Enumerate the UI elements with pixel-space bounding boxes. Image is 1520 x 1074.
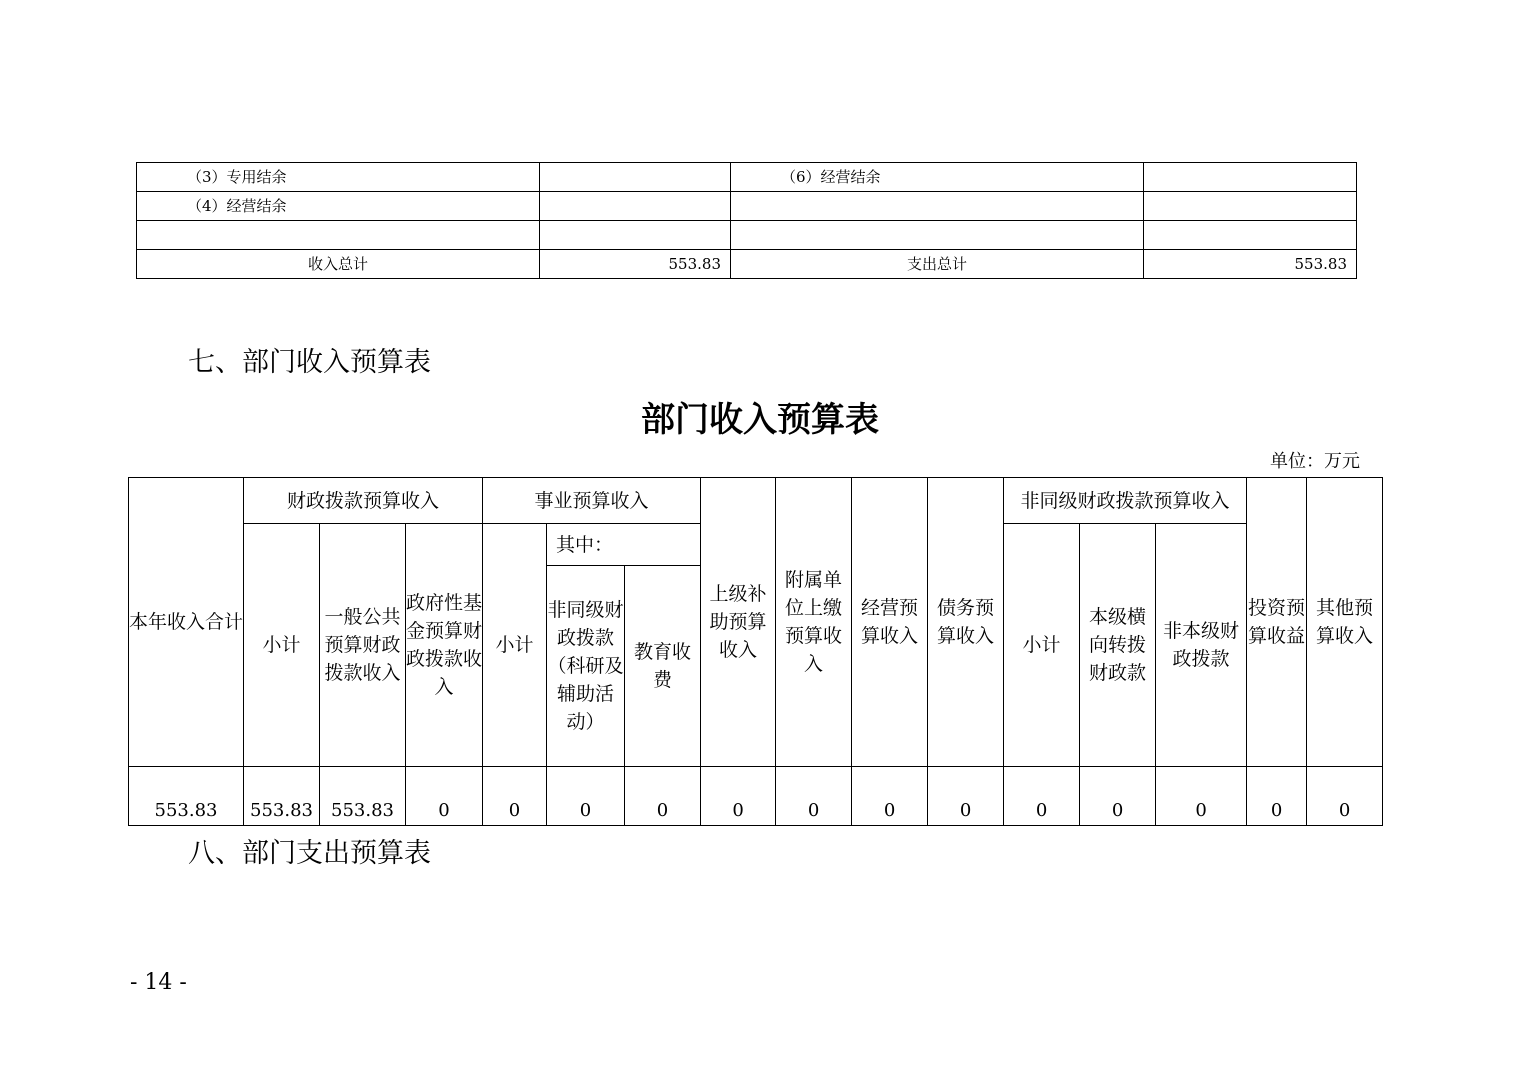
- table-row: [137, 221, 1357, 250]
- header-same-level-transfer: 本级横向转拨财政款: [1080, 524, 1156, 767]
- unit-label: 单位：万元: [1270, 451, 1360, 472]
- header-education-fee: 教育收费: [625, 566, 701, 767]
- header-operating: 经营预算收入: [852, 478, 928, 767]
- income-total-label: 收入总计: [137, 250, 540, 279]
- header-investment: 投资预算收益: [1247, 478, 1307, 767]
- totals-row: [137, 250, 1357, 279]
- value-cell: 553.83: [320, 767, 406, 826]
- table-row: [137, 163, 1357, 192]
- right-label-cell: （6）经营结余: [731, 163, 1144, 192]
- value-cell: 0: [1247, 767, 1307, 826]
- header-undertaking-subtotal: 小计: [483, 524, 547, 767]
- header-row: [129, 478, 1383, 524]
- header-non-same-level-research: 非同级财政拨款（科研及辅助活动）: [547, 566, 625, 767]
- header-non-same-subtotal: 小计: [1004, 524, 1080, 767]
- right-value-cell: [1144, 192, 1357, 221]
- table-row: [137, 192, 1357, 221]
- table-title: 部门收入预算表: [641, 400, 879, 440]
- expense-total-value: 553.83: [1144, 250, 1357, 279]
- left-label-cell: [137, 221, 540, 250]
- left-label-cell: （4）经营结余: [137, 192, 540, 221]
- header-debt: 债务预算收入: [928, 478, 1004, 767]
- header-non-same-group: 非同级财政拨款预算收入: [1004, 478, 1247, 524]
- value-cell: 0: [928, 767, 1004, 826]
- section8-heading: 八、部门支出预算表: [188, 838, 431, 869]
- page-number: - 14 -: [130, 970, 187, 995]
- header-fiscal-gov-fund: 政府性基金预算财政拨款收入: [406, 524, 483, 767]
- value-cell: 0: [625, 767, 701, 826]
- value-cell: 0: [1307, 767, 1383, 826]
- left-value-cell: [540, 221, 731, 250]
- income-total-value: 553.83: [540, 250, 731, 279]
- header-other: 其他预算收入: [1307, 478, 1383, 767]
- header-fiscal-group: 财政拨款预算收入: [244, 478, 483, 524]
- value-cell: 0: [483, 767, 547, 826]
- right-value-cell: [1144, 221, 1357, 250]
- value-cell: 0: [852, 767, 928, 826]
- right-label-cell: [731, 192, 1144, 221]
- header-undertaking-group: 事业预算收入: [483, 478, 701, 524]
- value-cell: 0: [406, 767, 483, 826]
- income-budget-table: [128, 477, 1383, 826]
- value-cell: 553.83: [129, 767, 244, 826]
- value-cell: 553.83: [244, 767, 320, 826]
- left-value-cell: [540, 192, 731, 221]
- section7-heading: 七、部门收入预算表: [188, 347, 431, 378]
- left-value-cell: [540, 163, 731, 192]
- right-value-cell: [1144, 163, 1357, 192]
- header-fiscal-subtotal: 小计: [244, 524, 320, 767]
- header-total: 本年收入合计: [129, 478, 244, 767]
- header-non-this-level: 非本级财政拨款: [1156, 524, 1247, 767]
- value-cell: 0: [1156, 767, 1247, 826]
- header-fiscal-general: 一般公共预算财政拨款收入: [320, 524, 406, 767]
- balance-summary-table: [136, 162, 1357, 279]
- header-affiliated: 附属单位上缴预算收入: [776, 478, 852, 767]
- right-label-cell: [731, 221, 1144, 250]
- value-cell: 0: [701, 767, 776, 826]
- value-cell: 0: [547, 767, 625, 826]
- table-row: [129, 767, 1383, 826]
- value-cell: 0: [776, 767, 852, 826]
- value-cell: 0: [1004, 767, 1080, 826]
- header-among: 其中：: [547, 524, 701, 566]
- expense-total-label: 支出总计: [731, 250, 1144, 279]
- left-label-cell: （3）专用结余: [137, 163, 540, 192]
- header-upper-subsidy: 上级补助预算收入: [701, 478, 776, 767]
- value-cell: 0: [1080, 767, 1156, 826]
